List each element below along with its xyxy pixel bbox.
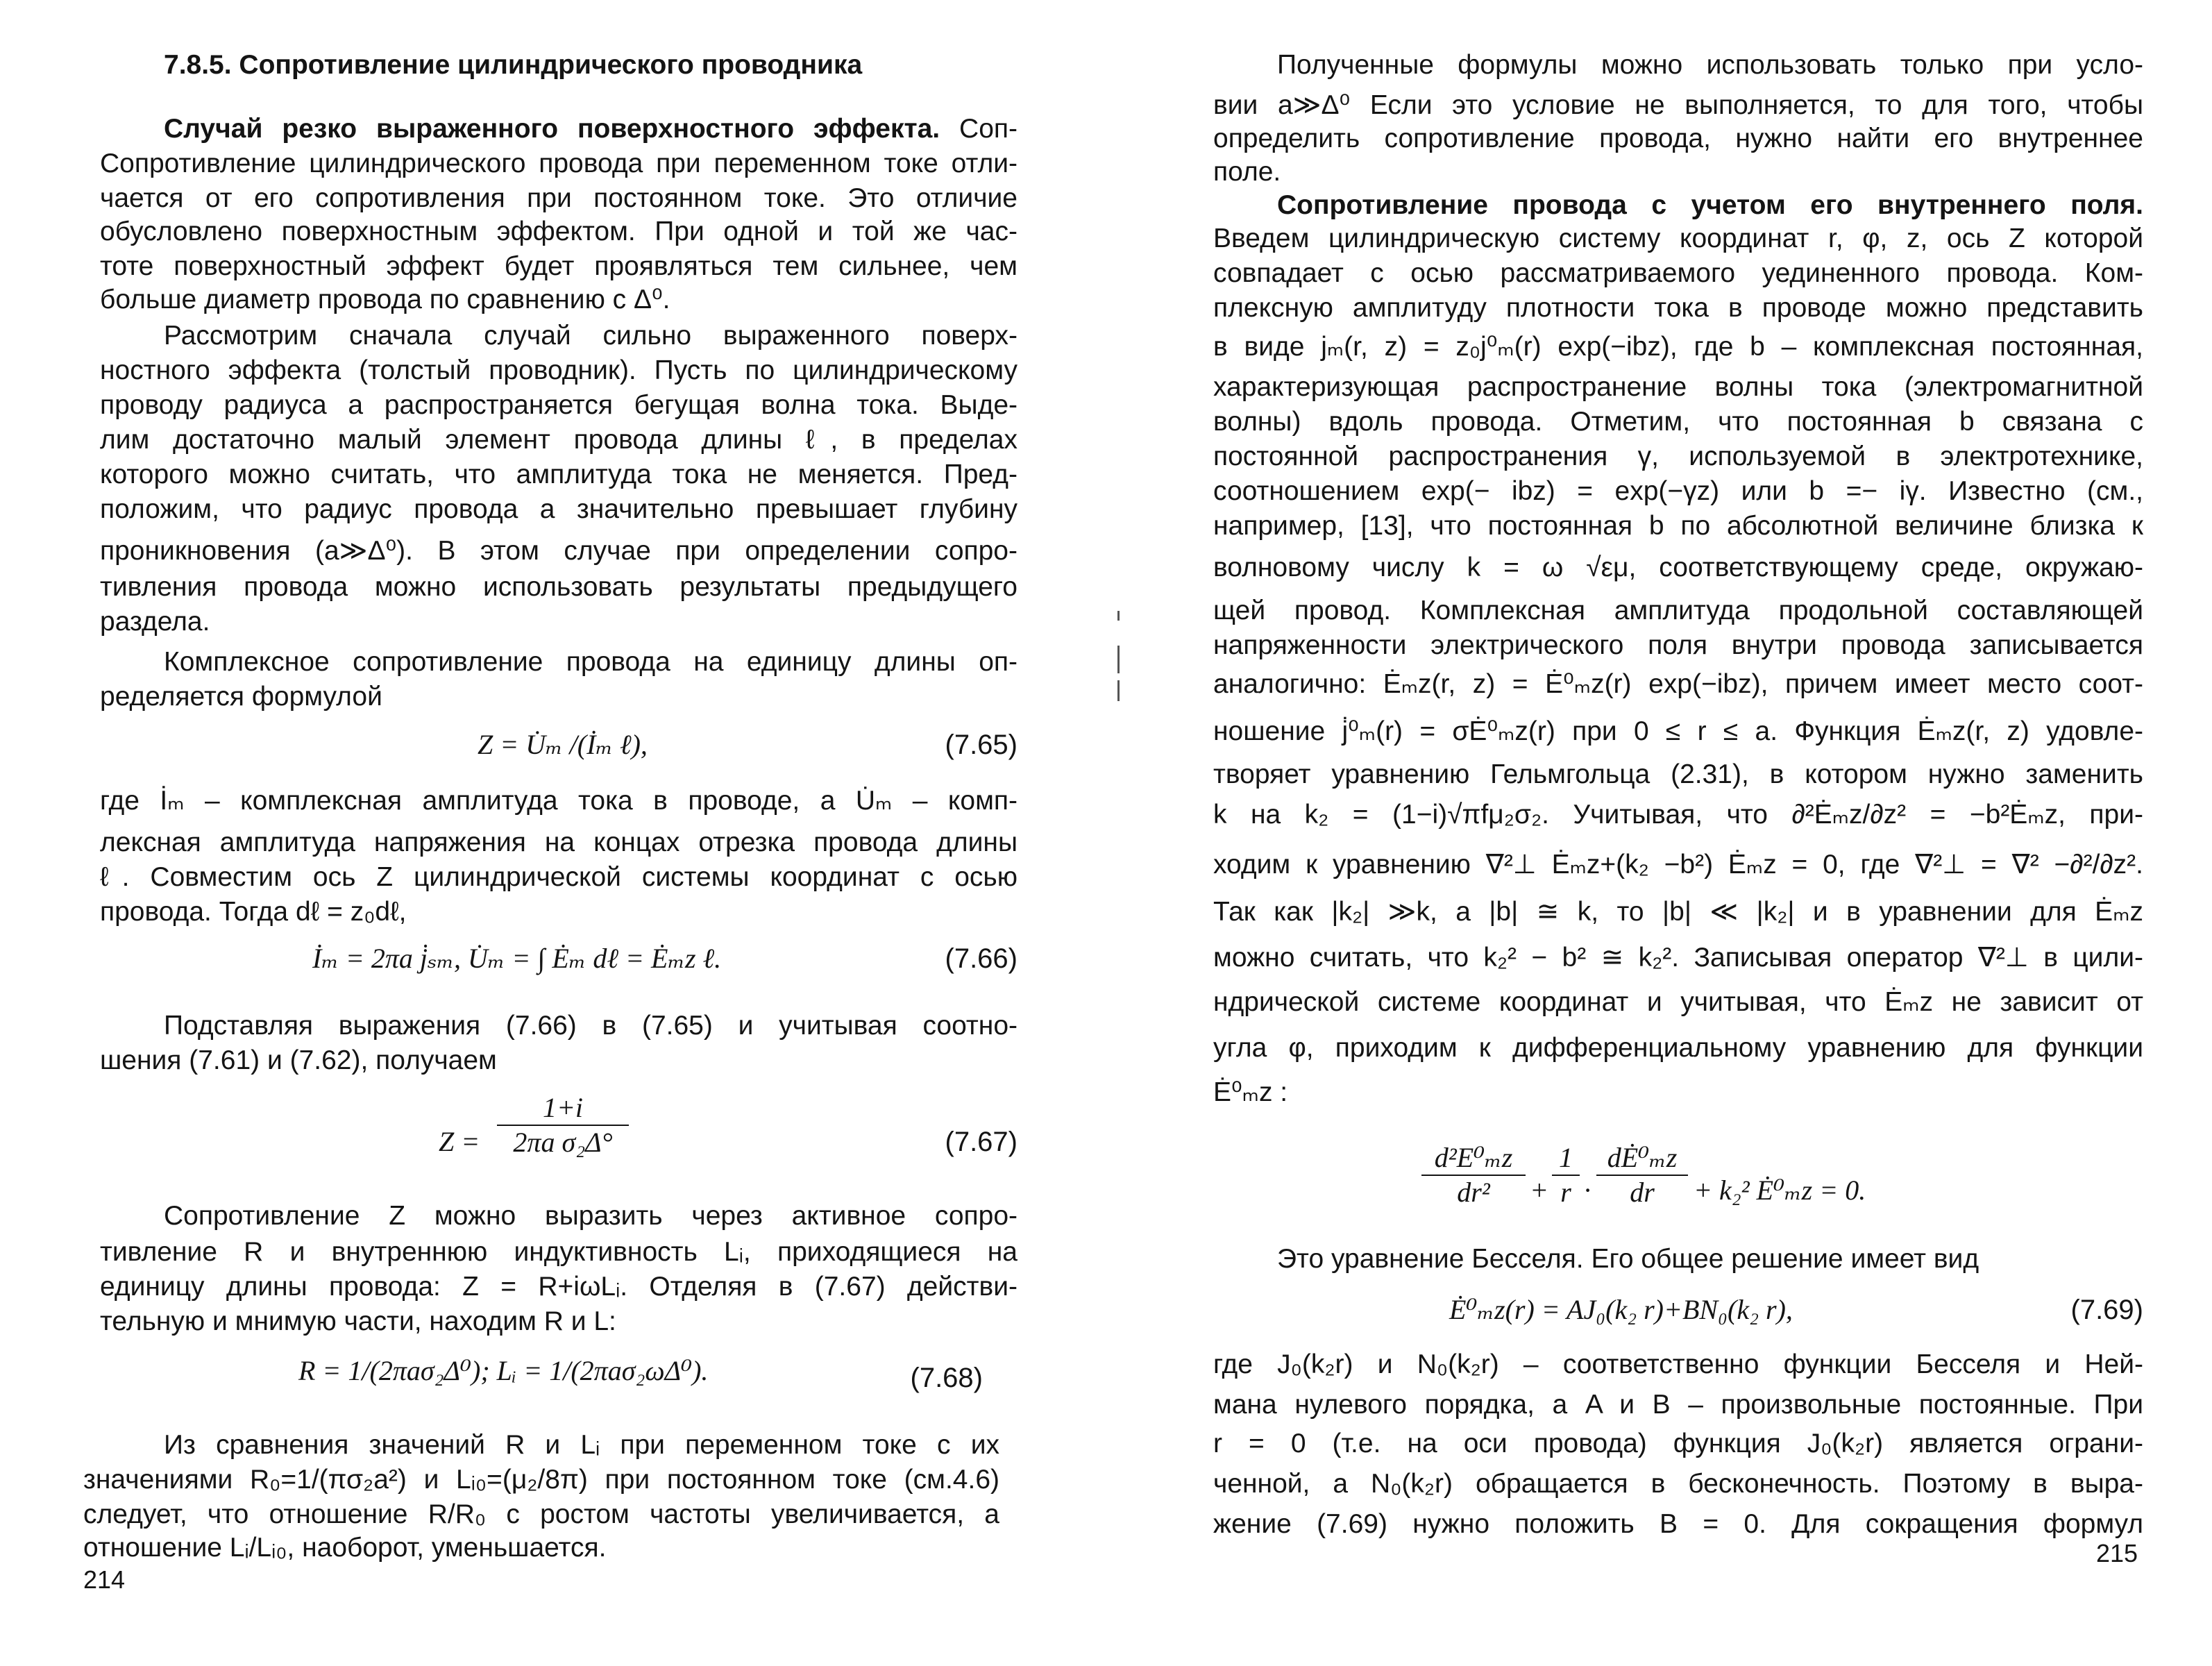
text-line: тивления провода можно использовать результаты предыдущего (100, 572, 1018, 602)
paragraph-lead: Сопротивление провода с учетом его внутреннего поля. (1277, 190, 2143, 220)
equation-7-66: İₘ = 2πa j̇ₛₘ, U̇ₘ = ∫ Ėₘ dℓ = Ėₘz ℓ. (312, 943, 722, 974)
text-line: где J₀(k₂r) и N₀(k₂r) – соответственно функции Бесселя и Ней- (1213, 1349, 2143, 1379)
text-line: вии a≫Δ⁰ Если это условие не выполняется, то для того, чтобы (1213, 90, 2143, 120)
equation-7-65: Z = U̇ₘ /(İₘ ℓ), (478, 729, 648, 760)
equation-7-68: R = 1/(2πaσ₂Δ⁰); Lᵢ = 1/(2πaσ₂ωΔ⁰). (298, 1355, 709, 1386)
text-line: отношение Lᵢ/Lᵢ₀, наоборот, уменьшается. (83, 1533, 607, 1563)
text-line: r = 0 (т.е. на оси провода) функция J₀(k₂r) является ограни- (1213, 1429, 2143, 1458)
text-line: тивление R и внутреннюю индуктивность Lᵢ, приходящиеся на (100, 1237, 1018, 1267)
equation-7-69: Ė⁰ₘz(r) = AJ₀(k₂ r)+BN₀(k₂ r), (1449, 1294, 1793, 1325)
paragraph-lead: Случай резко выраженного поверхностного эффекта. (164, 114, 940, 144)
text-line: например, [13], что постоянная b по абсолютной величине близка к (1213, 511, 2143, 541)
text-line: ходим к уравнению ∇²⊥ Ėₘz+(k₂ −b²) Ėₘz = 0, где ∇²⊥ = ∇² −∂²/∂z². (1213, 850, 2143, 880)
text-line: единицу длины провода: Z = R+iωLᵢ. Отделяя в (7.67) действи- (100, 1272, 1018, 1302)
fraction-numerator: dĖ⁰ₘz (1596, 1141, 1688, 1176)
text-line: характеризующая распространение волны тока (электромагнитной (1213, 372, 2143, 402)
fraction-denominator: r (1560, 1177, 1571, 1208)
text-line: щей провод. Комплексная амплитуда продольной составляющей (1213, 596, 2143, 625)
fraction-denominator: dr² (1457, 1177, 1490, 1208)
text-line: значениями R₀=1/(πσ₂a²) и Lᵢ₀=(μ₂/8π) при постоянном токе (см.4.6) (83, 1465, 999, 1495)
text-line: ндрической системе координат и учитывая, что Ėₘz не зависит от (1213, 987, 2143, 1017)
paragraph-lead-tail: Соп- (959, 114, 1018, 144)
text-line: ченной, а N₀(k₂r) обращается в бесконечность. Поэтому в выра- (1213, 1469, 2143, 1499)
text-line: определить сопротивление провода, нужно найти его внутреннее (1213, 124, 2143, 153)
text-line: тоте поверхностный эффект будет проявляться тем сильнее, чем (100, 251, 1018, 281)
text-line: постоянной распространения γ, используемой в электротехнике, (1213, 441, 2143, 471)
text-line: раздела. (100, 607, 210, 637)
text-line: k на k₂ = (1−i)√πfμ₂σ₂. Учитывая, что ∂²Ėₘz/∂z² = −b²Ėₘz, при- (1213, 800, 2143, 830)
section-heading: 7.8.5. Сопротивление цилиндрического проводника (164, 50, 863, 80)
text-line: напряженности электрического поля внутри провода записывается (1213, 630, 2143, 660)
text-line: мана нулевого порядка, а A и B – произвольные постоянные. При (1213, 1390, 2143, 1420)
text-line: Это уравнение Бесселя. Его общее решение имеет вид (1277, 1244, 1979, 1274)
text-line (164, 112, 1018, 146)
equation-number: (7.69) (2070, 1295, 2143, 1325)
equation-number: (7.67) (945, 1127, 1018, 1157)
text-line: чается от его сопротивления при постоянном токе. Это отличие (100, 183, 1018, 213)
fraction-denominator: 2πa σ₂Δ° (513, 1127, 613, 1158)
text-line: обусловлено поверхностным эффектом. При одной и той же час- (100, 217, 1018, 246)
text-line: Комплексное сопротивление провода на единицу длины оп- (164, 647, 1018, 677)
text-line: Ė⁰ₘz : (1213, 1077, 1288, 1107)
text-line: следует, что отношение R/R₀ с ростом частоты увеличивается, а (83, 1499, 999, 1529)
text-line: Сопротивление Z можно выразить через активное сопро- (164, 1201, 1018, 1231)
bessel-fraction-2 (1552, 1141, 1580, 1209)
text-line: шения (7.61) и (7.62), получаем (100, 1045, 497, 1075)
text-line: соотношением exp(− ibz) = exp(−γz) или b =− iγ. Известно (см., (1213, 476, 2143, 506)
right-page (1111, 0, 2212, 1666)
bessel-equation-tail: + k₂² Ė⁰ₘz = 0. (1694, 1175, 1866, 1206)
bessel-fraction-1 (1421, 1141, 1526, 1209)
text-line: жение (7.69) нужно положить B = 0. Для сокращения формул (1213, 1509, 2143, 1539)
equation-7-67-lhs: Z = (439, 1126, 480, 1157)
text-line: совпадает с осью рассматриваемого уединенного провода. Ком- (1213, 258, 2143, 288)
equation-number: (7.66) (945, 943, 1018, 974)
text-line: больше диаметр провода по сравнению с Δ⁰. (100, 285, 670, 314)
text-line: которого можно считать, что амплитуда тока не меняется. Пред- (100, 460, 1018, 489)
text-line: лим достаточно малый элемент провода длины ℓ, в пределах (100, 425, 1018, 455)
multiply-dot: · (1584, 1175, 1591, 1206)
text-line: поле. (1213, 157, 1281, 187)
equation-number: (7.68) (910, 1363, 983, 1393)
text-line: в виде jₘ(r, z) = z₀j⁰ₘ(r) exp(−ibz), где b – комплексная постоянная, (1213, 332, 2143, 362)
equation-7-67-fraction (497, 1091, 629, 1159)
text-line: Рассмотрим сначала случай сильно выраженного поверх- (164, 321, 1018, 351)
text-line: проводу радиуса a распространяется бегущая волна тока. Выде- (100, 390, 1018, 420)
text-line: Полученные формулы можно использовать только при усло- (1277, 50, 2143, 80)
text-line: лексная амплитуда напряжения на концах отрезка провода длины (100, 827, 1018, 857)
text-line: Подставляя выражения (7.66) в (7.65) и учитывая соотно- (164, 1011, 1018, 1041)
text-line: где İₘ – комплексная амплитуда тока в проводе, а U̇ₘ – комп- (100, 786, 1018, 816)
text-line: Сопротивление цилиндрического провода при переменном токе отли- (100, 149, 1018, 178)
plus-sign: + (1530, 1175, 1548, 1206)
equation-number: (7.65) (945, 730, 1018, 760)
left-page (0, 0, 1083, 1666)
text-line: провода. Тогда dℓ = z₀dℓ, (100, 897, 407, 927)
fraction-denominator: dr (1630, 1177, 1655, 1208)
text-line: можно считать, что k₂² − b² ≅ k₂². Записывая оператор ∇²⊥ в цили- (1213, 943, 2143, 973)
text-line: волны) вдоль провода. Отметим, что постоянная b связана с (1213, 407, 2143, 437)
text-line: волновому числу k = ω √εμ, соответствующему среде, окружаю- (1213, 553, 2143, 582)
text-line: ределяется формулой (100, 682, 382, 712)
text-line: творяет уравнению Гельмгольца (2.31), в котором нужно заменить (1213, 759, 2143, 789)
text-line: Так как |k₂| ≫k, а |b| ≅ k, то |b| ≪ |k₂| и в уравнении для Ėₘz (1213, 897, 2143, 927)
text-line: угла φ, приходим к дифференциальному уравнению для функции (1213, 1033, 2143, 1063)
text-line: тельную и мнимую части, находим R и L: (100, 1306, 616, 1336)
text-line: плексную амплитуду плотности тока в проводе можно представить (1213, 293, 2143, 323)
fraction-numerator: d²E⁰ₘz (1421, 1141, 1526, 1176)
fraction-numerator: 1 (1552, 1141, 1580, 1176)
text-line: Введем цилиндрическую систему координат r, φ, z, ось Z которой (1213, 224, 2143, 253)
bessel-fraction-3 (1596, 1141, 1688, 1209)
page-number: 214 (83, 1565, 126, 1594)
text-line: аналогично: Ėₘz(r, z) = Ė⁰ₘz(r) exp(−ibz), причем имеет место соот- (1213, 669, 2143, 699)
text-line: положим, что радиус провода a значительно превышает глубину (100, 494, 1018, 524)
text-line: проникновения (a≫Δ⁰). В этом случае при определении сопро- (100, 536, 1018, 566)
page-number: 215 (2096, 1539, 2138, 1567)
text-line: ношение j̇⁰ₘ(r) = σĖ⁰ₘz(r) при 0 ≤ r ≤ a. Функция Ėₘz(r, z) удовле- (1213, 716, 2143, 746)
text-line: ностного эффекта (толстый проводник). Пусть по цилиндрическому (100, 355, 1018, 385)
text-line: Из сравнения значений R и Lᵢ при переменном токе с их (164, 1430, 999, 1460)
text-line: ℓ. Совместим ось Z цилиндрической системы координат с осью (100, 862, 1018, 892)
fraction-numerator: 1+i (497, 1091, 629, 1126)
